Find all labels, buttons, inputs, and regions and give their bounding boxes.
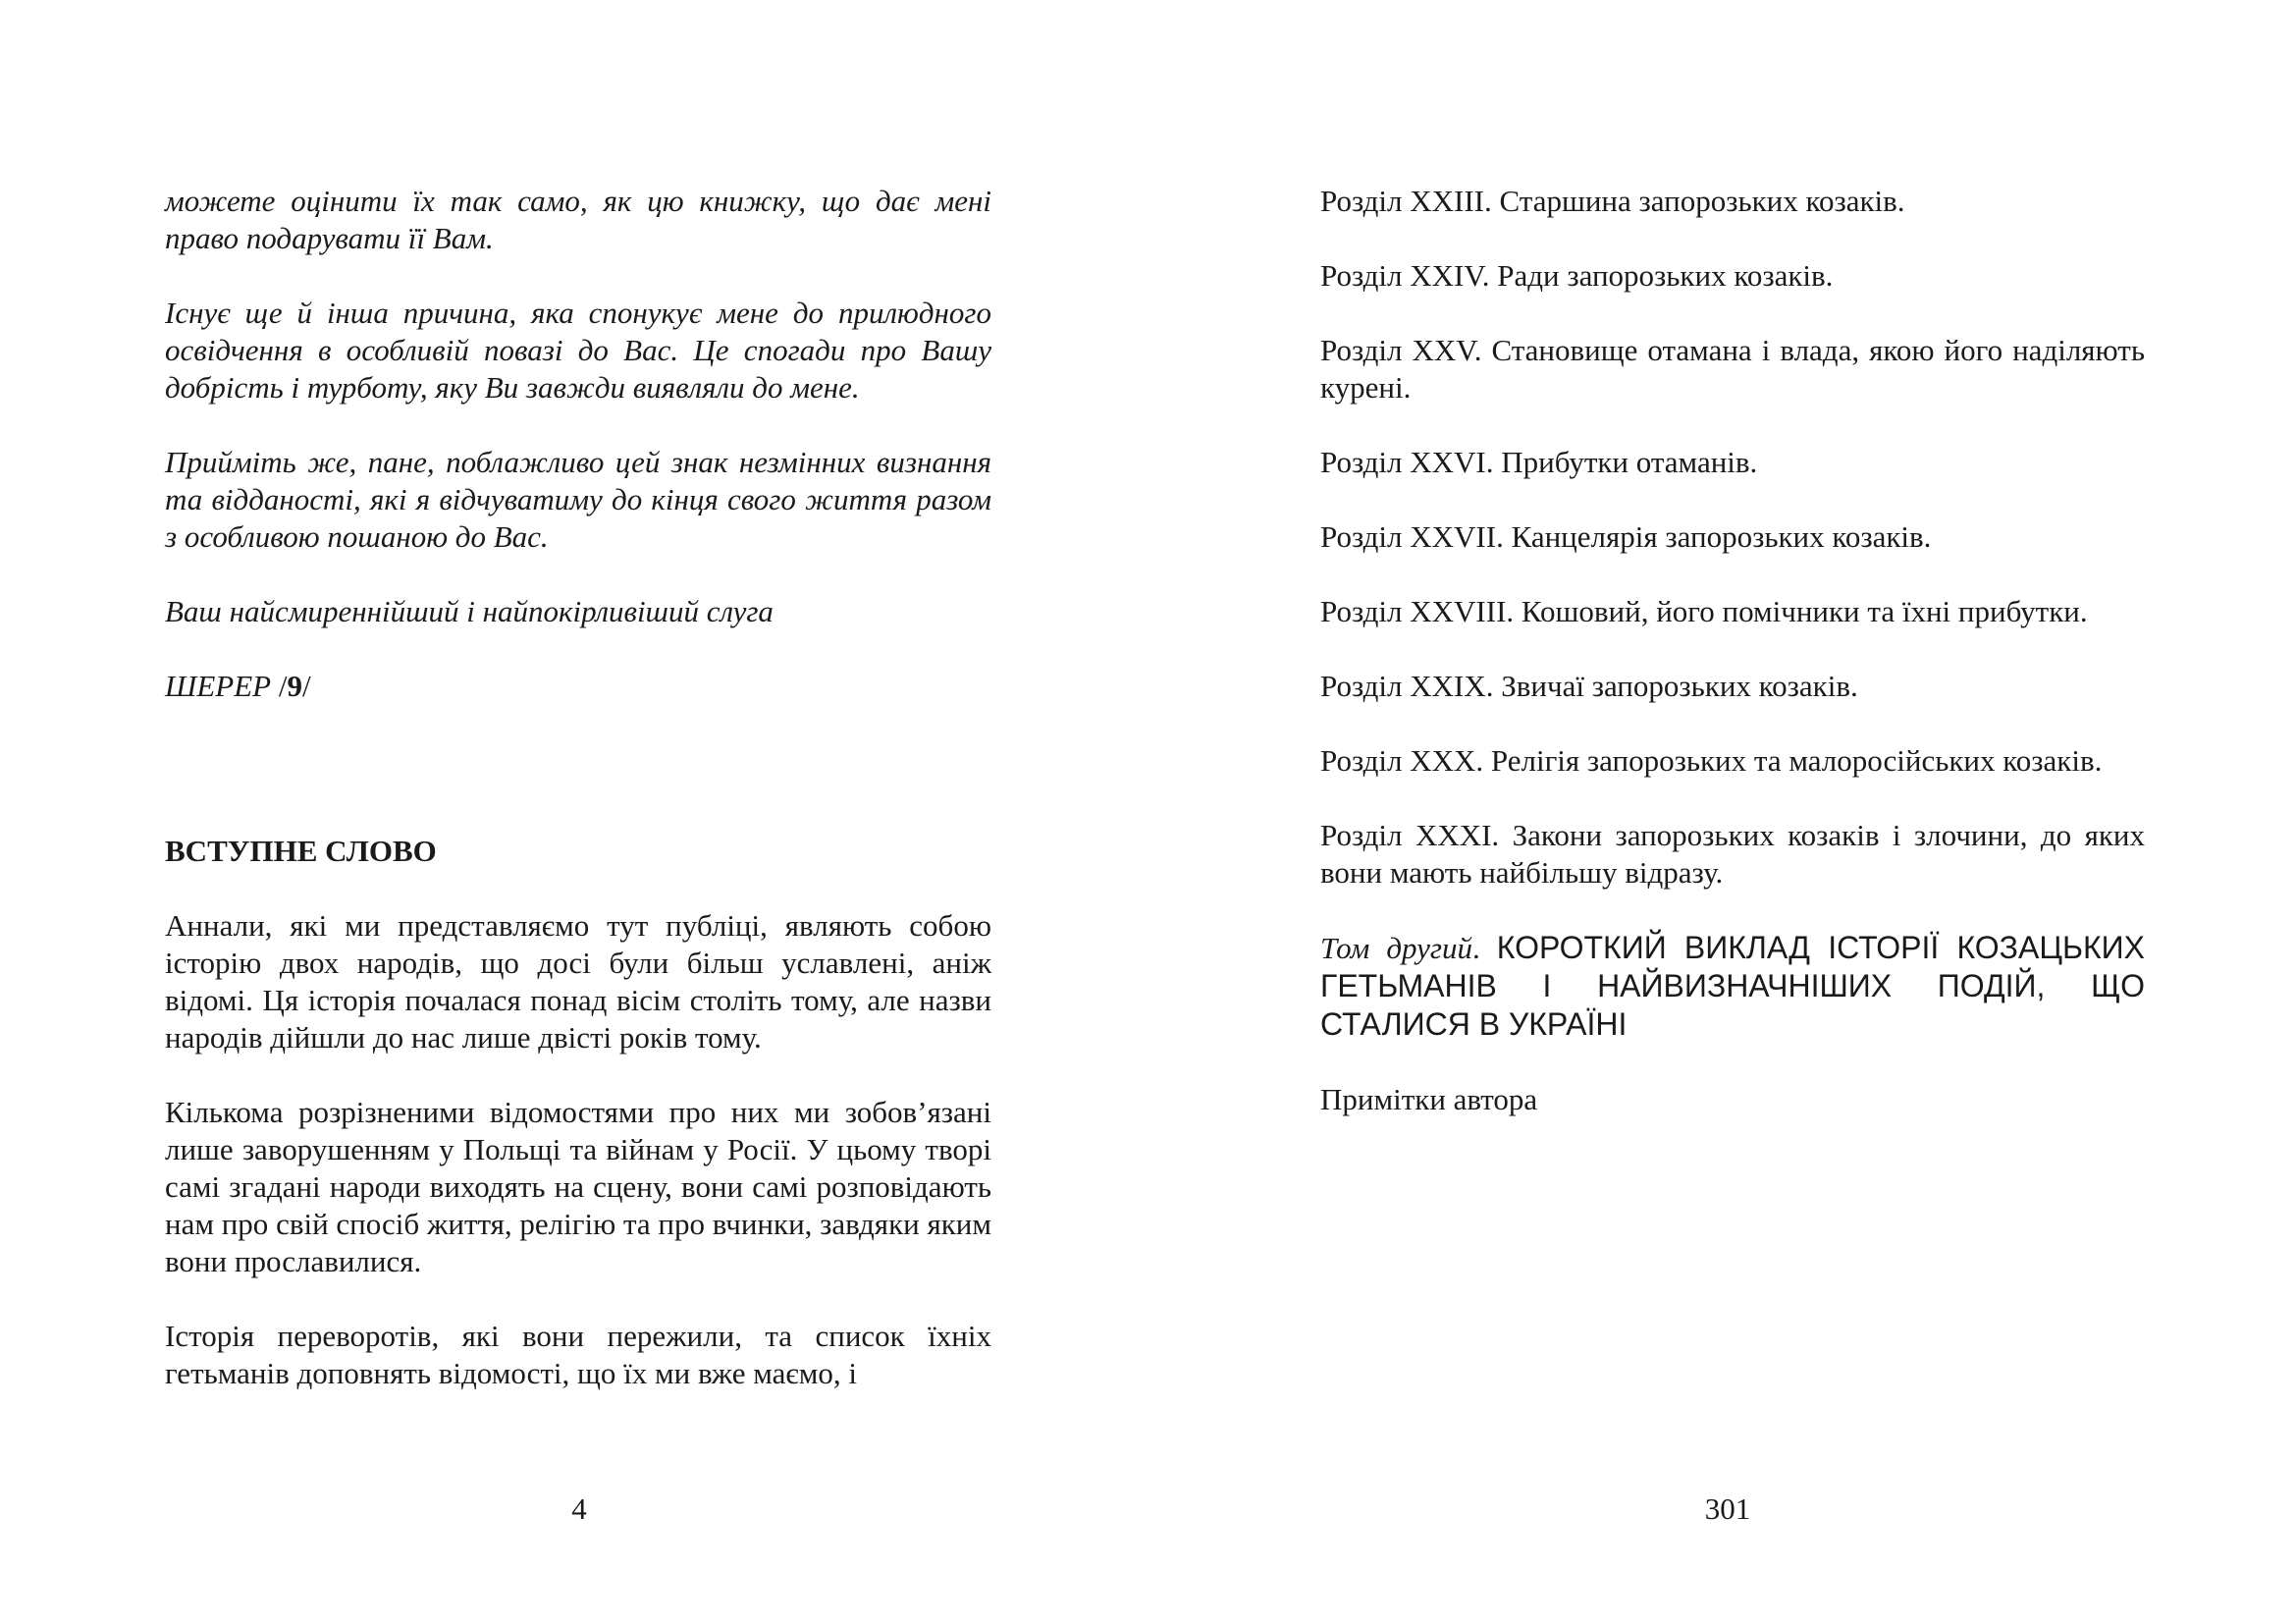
- volume-title: КОРОТКИЙ ВИКЛАД ІСТОРІЇ КОЗАЦЬКИХ ГЕТЬМАНІВ І НАЙВИЗНАЧНІШИХ ПОДІЙ, ЩО СТАЛИСЯ В УКРАЇНІ: [1320, 930, 2146, 1042]
- author-notes-entry: Примітки автора: [1320, 1082, 1538, 1116]
- volume-two-entry: [1320, 929, 2145, 1044]
- left-page-text-column: [165, 183, 991, 1430]
- toc-entry: Розділ XXV. Становище отамана і влада, якою його наділяють курені.: [1320, 333, 2145, 405]
- table-of-contents: [1320, 183, 2145, 1156]
- dedication-closing: Ваш найсмиреннійший і найпокірливіший слуга: [165, 594, 774, 628]
- toc-entry: Розділ XXIX. Звичаї запорозьких козаків.: [1320, 669, 1858, 703]
- signature-line: [165, 668, 991, 705]
- toc-entry: Розділ XXVII. Канцелярія запорозьких козаків.: [1320, 519, 1932, 554]
- toc-entry: Розділ XXX. Релігія запорозьких та малоросійських козаків.: [1320, 743, 2103, 778]
- body-paragraph: Кількома розрізненими відомостями про них ми зобов’язані лише заворушенням у Польщі та війнам у Росії. У цьому творі самі згадані народи виходять на сцену, вони самі розповідають нам про свій спосіб життя, релігію та про вчинки, завдяки яким вони прославилися.: [165, 1095, 991, 1278]
- signature-name: ШЕРЕР: [165, 669, 272, 703]
- section-heading: ВСТУПНЕ СЛОВО: [165, 834, 437, 868]
- toc-entry: Розділ XXXI. Закони запорозьких козаків і злочини, до яких вони мають найбільшу відразу.: [1320, 818, 2145, 890]
- right-page: [1148, 0, 2296, 1624]
- toc-entry: Розділ XXVI. Прибутки отаманів.: [1320, 445, 1758, 479]
- toc-entry: Розділ XXIV. Ради запорозьких козаків.: [1320, 258, 1834, 293]
- page-number: 301: [1704, 1491, 1751, 1526]
- page-number: 4: [571, 1491, 587, 1526]
- toc-entry: Розділ XXIII. Старшина запорозьких козаків.: [1320, 184, 1905, 218]
- signature-open: /: [271, 669, 288, 703]
- body-paragraph: Історія переворотів, які вони пережили, та список їхніх гетьманів доповнять відомості, що їх ми вже маємо, і: [165, 1319, 991, 1390]
- volume-label-suffix: .: [1471, 931, 1497, 965]
- toc-entry: Розділ XXVIII. Кошовий, його помічники та їхні прибутки.: [1320, 594, 2088, 628]
- body-paragraph: Аннали, які ми представляємо тут публіці, являють собою історію двох народів, що досі були більш уславлені, аніж відомі. Ця історія почалася понад вісім століть тому, але назви народів дійшли до нас лише двісті років тому.: [165, 908, 991, 1055]
- signature-page-marker: 9: [287, 669, 302, 703]
- dedication-paragraph: можете оцінити їх так само, як цю книжку, що дає мені право подарувати її Вам.: [165, 184, 991, 255]
- volume-label: Том другий: [1320, 931, 1472, 965]
- signature-close: /: [301, 669, 311, 703]
- dedication-paragraph: Прийміть же, пане, поблажливо цей знак незмінних визнання та відданості, які я відчуватиму до кінця свого життя разом з особливою пошаною до Вас.: [165, 445, 991, 554]
- dedication-paragraph: Існує ще й інша причина, яка спонукує мене до прилюдного освідчення в особливій повазі до Вас. Це спогади про Вашу добрість і турботу, яку Ви завжди виявляли до мене.: [165, 296, 991, 405]
